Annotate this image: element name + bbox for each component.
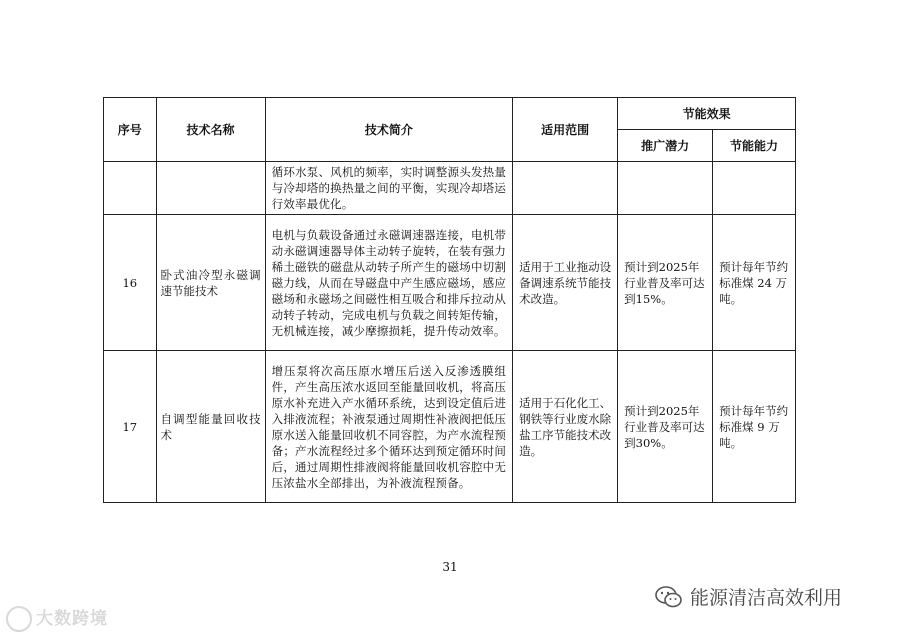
row-potential: 预计到2025年行业普及率可达到30%。: [618, 351, 713, 503]
row-scope: 适用于石化化工、钢铁等行业废水除盐工序节能技术改造。: [513, 351, 618, 503]
table-row-continuation: [104, 162, 796, 215]
row-scope: 适用于工业拖动设备调速系统节能技术改造。: [513, 215, 618, 351]
table-row: [104, 215, 796, 351]
row-num: 16: [104, 215, 157, 351]
page-number: 31: [442, 560, 458, 574]
header-capacity: 节能能力: [713, 130, 796, 162]
technology-table-container: [103, 97, 796, 503]
header-effect: 节能效果: [618, 98, 796, 130]
header-name: 技术名称: [156, 98, 265, 162]
watermark-left: [6, 604, 108, 632]
watermark-right: [654, 583, 842, 610]
row-desc: 电机与负载设备通过永磁调速器连接，电机带动永磁调速器导体主动转子旋转，在装有强力稀土磁铁的磁盘从动转子所产生的磁场中切割磁力线，从而在导磁盘中产生感应磁场，感应磁场和永磁场之间磁性相互吸合和排斥拉动从动转子转动，完成电机与负载之间转矩传输，无机械连接，减少摩擦损耗，提升传动效率。: [265, 215, 512, 351]
wechat-icon: [654, 585, 684, 609]
brand-logo-icon: [6, 606, 32, 632]
header-scope: 适用范围: [513, 98, 618, 162]
row-capacity: 预计每年节约标准煤 24 万吨。: [713, 215, 796, 351]
continuation-desc: 循环水泵、风机的频率，实时调整源头发热量与冷却塔的换热量之间的平衡，实现冷却塔运行效率最优化。: [265, 162, 512, 215]
row-name: 自调型能量回收技术: [156, 351, 265, 503]
row-potential: 预计到2025年行业普及率可达到15%。: [618, 215, 713, 351]
header-potential: 推广潜力: [618, 130, 713, 162]
watermark-left-text: 大数跨境: [36, 609, 108, 629]
table-row: [104, 351, 796, 503]
row-name: 卧式油冷型永磁调速节能技术: [156, 215, 265, 351]
row-capacity: 预计每年节约标准煤 9 万吨。: [713, 351, 796, 503]
header-num: 序号: [104, 98, 157, 162]
row-desc: 增压泵将次高压原水增压后送入反渗透膜组件，产生高压浓水返回至能量回收机，将高压原水补充进入产水循环系统，达到设定值后进入排液流程；补液泵通过周期性补液阀把低压原水送入能量回收机不同容腔，为产水流程预备；产水流程经过多个循环达到预定循环时间后，通过周期性排液阀将能量回收机容腔中无压浓盐水全部排出，为补液流程预备。: [265, 351, 512, 503]
watermark-right-text: 能源清洁高效利用: [690, 587, 843, 609]
header-desc: 技术简介: [265, 98, 512, 162]
row-num: 17: [104, 351, 157, 503]
technology-table: [103, 97, 796, 503]
